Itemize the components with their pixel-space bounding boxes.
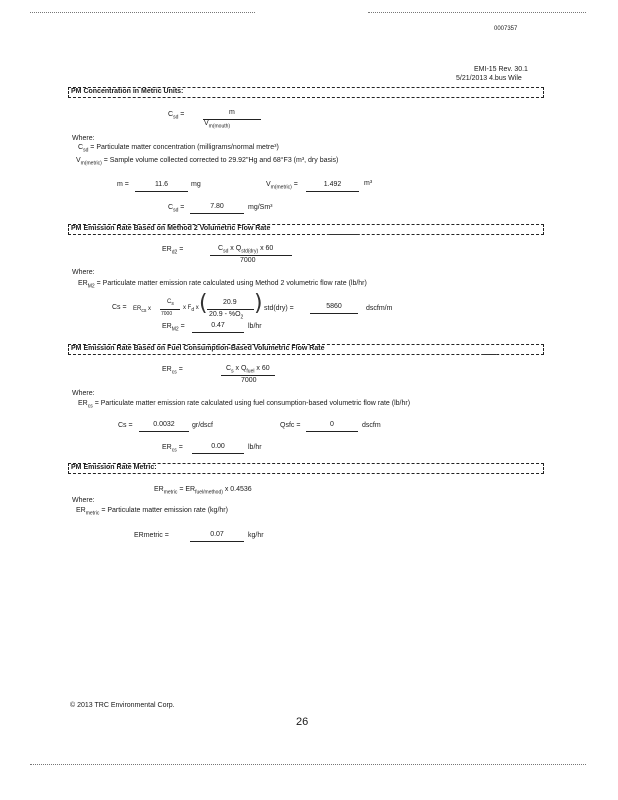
s3-where: Where: xyxy=(72,390,95,397)
s3-er-unit: lb/hr xyxy=(248,444,262,451)
s1-lhs: $C_{sd}$ = xyxy=(168,111,185,121)
c-label: $C_{sd}$ = xyxy=(168,204,185,214)
revision-date: 5/21/2013 4.bus Wile xyxy=(456,75,522,82)
v-value: 1.492 xyxy=(323,181,342,188)
s3-fraction-bar xyxy=(221,375,275,376)
section-pm-concentration xyxy=(68,87,544,98)
s2-where: Where: xyxy=(72,269,95,276)
s2-right-paren: ) xyxy=(254,291,263,316)
s2-cs-frac-den: 7000 xyxy=(161,311,173,317)
s1-where: Where: xyxy=(72,135,95,142)
s3-def: $ER_{cs}$ = Particulate matter emission rate calculated using fuel consumption-based volumetric flow rate (lb/hr) xyxy=(78,400,411,410)
top-border-right xyxy=(368,12,586,13)
s2-cs-lhs: Cs = xyxy=(112,304,127,311)
s3-lhs: $ER_{cs}$ = xyxy=(162,366,183,376)
s4-res-label: ERmetric = xyxy=(134,532,169,539)
s2-cs-unit: dscfm/m xyxy=(366,305,393,312)
s2-left-paren: ( xyxy=(199,291,208,316)
section-underline xyxy=(327,234,359,235)
c-value: 7.80 xyxy=(210,203,224,210)
section-method2-rate xyxy=(68,224,544,235)
section-underline xyxy=(482,354,496,355)
s2-paren-bar xyxy=(207,309,254,310)
m-unit: mg xyxy=(191,181,201,188)
s3-cs-label: Cs = xyxy=(118,422,133,429)
s4-formula: $ER_{metric} = ER_{fuel/method)}$ x 0.4536 xyxy=(154,486,252,496)
s3-qsfc-unit: dscfm xyxy=(362,422,381,429)
page-number: 26 xyxy=(296,716,309,728)
s2-cs-er: $ER_{cs}$ x xyxy=(133,306,152,315)
s3-cs-underline xyxy=(139,431,189,432)
s3-cs-value: 0.0032 xyxy=(153,421,175,428)
s3-qsfc-value: 0 xyxy=(330,421,334,428)
s3-er-underline xyxy=(192,453,244,454)
v-unit: m³ xyxy=(364,180,373,187)
m-underline xyxy=(135,191,188,192)
s4-res-value: 0.07 xyxy=(210,531,224,538)
s2-def: $ER_{M2}$ = Particulate matter emission rate calculated using Method 2 volumetric flow rate (lb/hr) xyxy=(78,280,367,290)
s2-numerator: $C_{sd}$ x $Q_{std(dry)}$ x 60 xyxy=(218,245,274,255)
section-title: PM Emission Rate Metric: xyxy=(71,464,157,471)
top-border-left xyxy=(30,12,255,13)
doc-number: 0007357 xyxy=(494,26,518,32)
s2-er-lhs: $ER_{M2}$ = xyxy=(162,323,185,333)
section-title: PM Concentration in Metric Units: xyxy=(71,88,184,95)
s4-res-underline xyxy=(190,541,244,542)
s2-cs-frac-bar xyxy=(160,309,180,310)
s1-def1: $C_{sd}$ = Particulate matter concentration (milligrams/normal metre³) xyxy=(78,144,279,154)
s3-qsfc-underline xyxy=(306,431,358,432)
m-label: m = xyxy=(117,181,129,188)
section-fuel-rate xyxy=(68,344,544,355)
s1-numerator: m xyxy=(229,109,235,116)
s3-qsfc-label: Qsfc = xyxy=(280,422,301,429)
s2-er-unit: lb/hr xyxy=(248,323,262,330)
s2-cs-underline xyxy=(310,313,358,314)
s2-paren-num: 20.9 xyxy=(223,299,237,306)
bottom-border xyxy=(30,764,586,765)
c-unit: mg/Sm³ xyxy=(248,204,273,211)
s2-cs-frac-num: $C_s$ xyxy=(167,299,174,308)
s4-res-unit: kg/hr xyxy=(248,532,264,539)
s2-er-underline xyxy=(192,332,244,333)
s3-er-value: 0.00 xyxy=(211,443,225,450)
s1-denominator: $V_{m(mouth)}$ xyxy=(204,120,231,130)
s2-paren-den: $20.9 - \%O_2$ xyxy=(209,311,244,321)
s2-lhs: $ER_{d2}$ = xyxy=(162,246,184,256)
c-underline xyxy=(190,213,244,214)
s2-fraction-bar xyxy=(210,255,292,256)
v-underline xyxy=(306,191,359,192)
section-title: PM Emission Rate Based on Fuel Consumption-Based Volumetric Flow Rate xyxy=(71,345,325,352)
s4-where: Where: xyxy=(72,497,95,504)
revision: EMI-15 Rev. 30.1 xyxy=(474,66,528,73)
copyright: © 2013 TRC Environmental Corp. xyxy=(70,702,175,709)
s2-cs-value: 5860 xyxy=(326,303,342,310)
s3-denominator: 7000 xyxy=(241,377,257,384)
s3-cs-unit: gr/dscf xyxy=(192,422,214,429)
s2-denominator: 7000 xyxy=(240,257,256,264)
s3-numerator: $C_s$ x $Q_{fuel}$ x 60 xyxy=(226,365,270,375)
s1-def2: $V_{m(metric)}$ = Sample volume collected corrected to 29.92"Hg and 68°F3 (m³, dry basis) xyxy=(76,157,339,167)
s2-cs-f: x $F_d$ x xyxy=(183,305,199,314)
s2-cs-tail: std(dry) = xyxy=(264,305,294,312)
m-value: 11.6 xyxy=(154,181,169,188)
s4-def: $ER_{metric}$ = Particulate matter emission rate (kg/hr) xyxy=(76,507,228,517)
section-metric-rate xyxy=(68,463,544,474)
v-label: $V_{m(metric)}$ = xyxy=(266,181,298,191)
section-title: PM Emission Rate Based on Method 2 Volumetric Flow Rate xyxy=(71,225,271,232)
s2-er-value: 0.47 xyxy=(211,322,225,329)
s3-er-lhs: $ER_{cs}$ = xyxy=(162,444,183,454)
